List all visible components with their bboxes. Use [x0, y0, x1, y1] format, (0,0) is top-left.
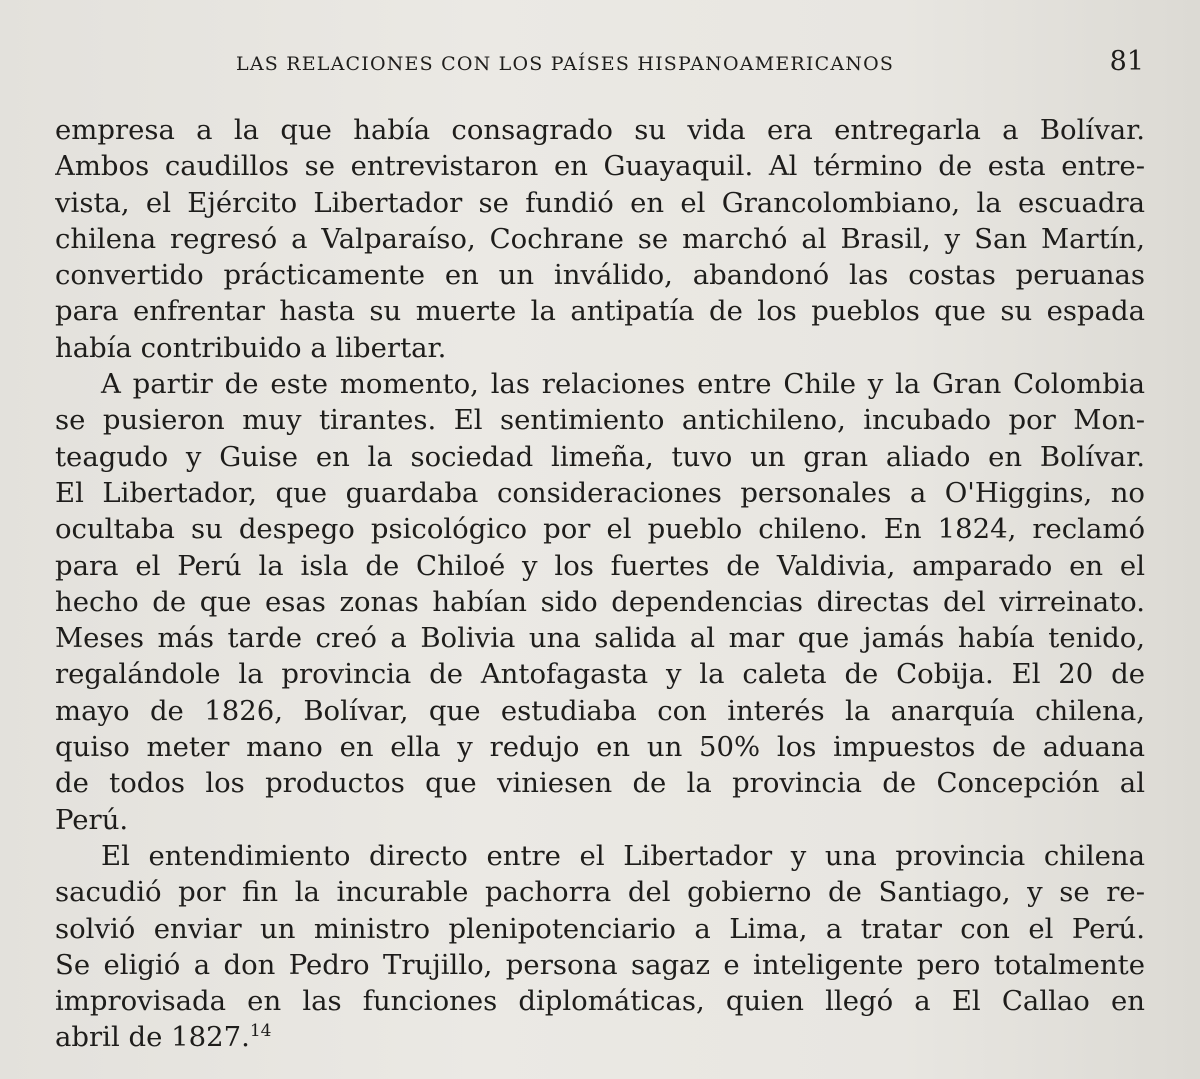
footnote-reference[interactable]: 14: [249, 1021, 272, 1042]
text-line: Perú.: [55, 803, 129, 836]
text-line: improvisada en las funciones diplomáticas, quien llegó a El Callao en: [55, 985, 1145, 1018]
text-line: para enfrentar hasta su muerte la antipatía de los pueblos que su espada: [55, 295, 1145, 328]
text-line: El Libertador, que guardaba consideraciones personales a O'Higgins, no: [55, 476, 1145, 509]
text-line: teagudo y Guise en la sociedad limeña, tuvo un gran aliado en Bolívar.: [55, 440, 1145, 473]
text-line: había contribuido a libertar.: [55, 331, 447, 364]
text-line: mayo de 1826, Bolívar, que estudiaba con interés la anarquía chilena,: [55, 694, 1145, 727]
text-line: Meses más tarde creó a Bolivia una salida al mar que jamás había tenido,: [55, 622, 1145, 655]
text-line: para el Perú la isla de Chiloé y los fuertes de Valdivia, amparado en el: [55, 549, 1145, 582]
text-line: El entendimiento directo entre el Libertador y una provincia chilena: [101, 839, 1145, 872]
text-line: convertido prácticamente en un inválido, abandonó las costas peruanas: [55, 259, 1145, 292]
text-line: [55, 1019, 1145, 1055]
body-text: [55, 112, 1145, 1056]
running-header: LAS RELACIONES CON LOS PAÍSES HISPANOAMERICANOS: [236, 53, 895, 75]
paragraph: [55, 366, 1145, 838]
paragraph: [55, 838, 1145, 1056]
text-line: hecho de que esas zonas habían sido dependencias directas del virreinato.: [55, 585, 1145, 618]
text-line: ocultaba su despego psicológico por el pueblo chileno. En 1824, reclamó: [55, 513, 1145, 546]
text-line: se pusieron muy tirantes. El sentimiento antichileno, incubado por Mon-: [55, 404, 1145, 437]
text-line: sacudió por fin la incurable pachorra del gobierno de Santiago, y se re-: [55, 876, 1145, 909]
text-line: A partir de este momento, las relaciones entre Chile y la Gran Colombia: [101, 368, 1145, 401]
text-line: quiso meter mano en ella y redujo en un 50% los impuestos de aduana: [55, 731, 1145, 764]
paragraph: [55, 112, 1145, 366]
text-line: empresa a la que había consagrado su vida era entregarla a Bolívar.: [55, 114, 1145, 146]
text-line: Ambos caudillos se entrevistaron en Guayaquil. Al término de esta entre-: [55, 150, 1145, 183]
text-line: regalándole la provincia de Antofagasta y la caleta de Cobija. El 20 de: [55, 658, 1145, 691]
text-line: vista, el Ejército Libertador se fundió en el Grancolombiano, la escuadra: [55, 186, 1145, 219]
text-line: de todos los productos que viniesen de la provincia de Concepción al: [55, 767, 1145, 800]
page-number: 81: [1109, 46, 1144, 77]
text-line: chilena regresó a Valparaíso, Cochrane se marchó al Brasil, y San Martín,: [55, 222, 1145, 255]
text-line: solvió enviar un ministro plenipotenciario a Lima, a tratar con el Perú.: [55, 912, 1145, 945]
text-line-content: abril de 1827.: [55, 1021, 250, 1054]
text-line: Se eligió a don Pedro Trujillo, persona sagaz e inteligente pero totalmente: [55, 948, 1145, 981]
